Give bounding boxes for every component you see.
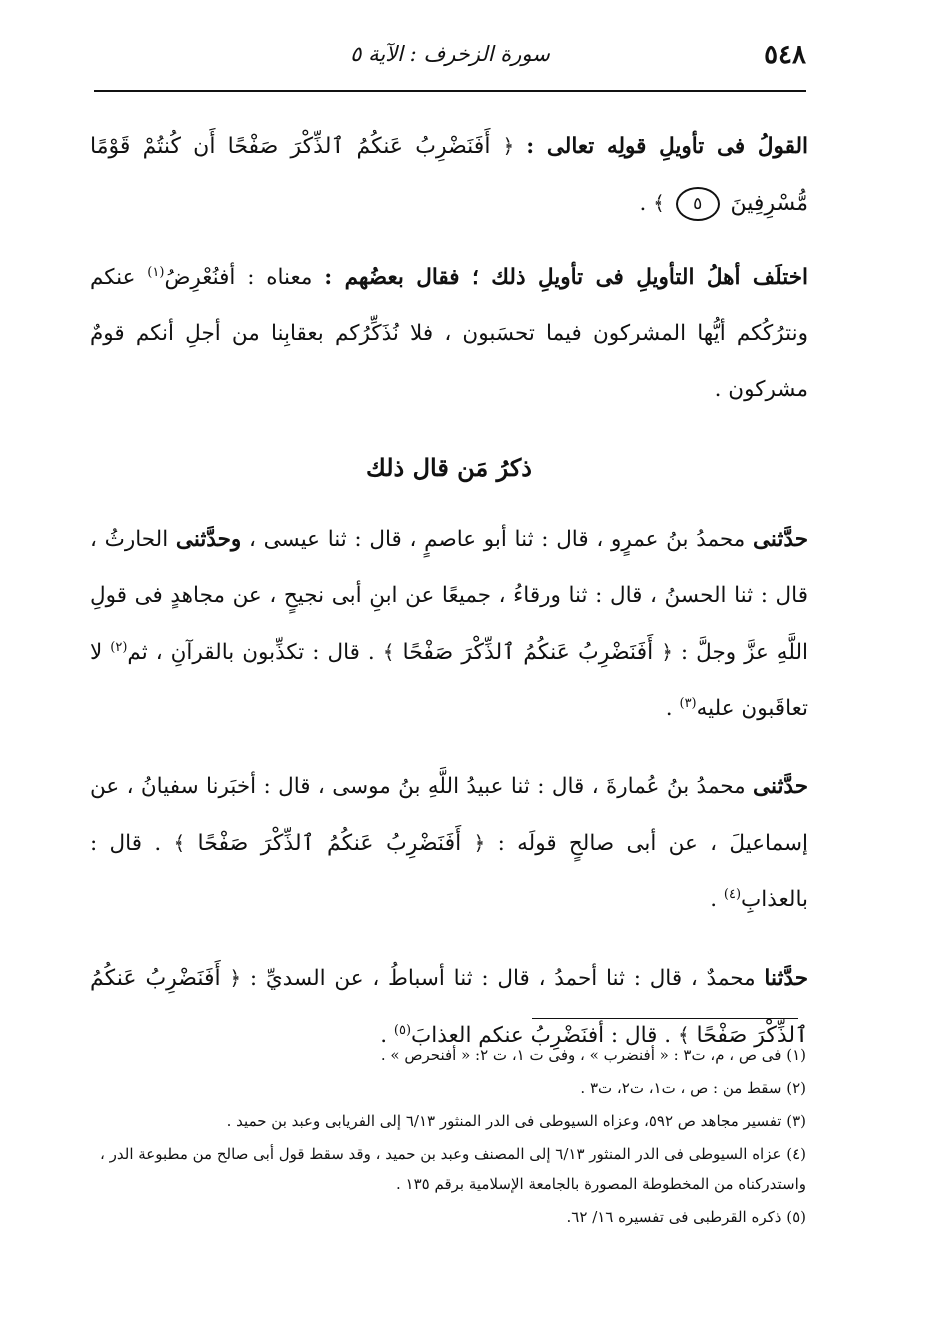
verse-close-bracket: ﴾ [382,640,395,664]
paragraph-lead: القولُ فى تأويلِ قولِه تعالى : [526,134,808,159]
narration-lead: وحدَّثنى [175,527,242,552]
quran-verse: أَفَنَضْرِبُ عَنكُمُ ٱلذِّكْرَ صَفْحًا [90,966,808,1048]
verse-close-bracket: ﴾ [653,191,665,215]
paragraph-verse-heading [90,118,808,232]
footnote-ref[interactable]: (٢) [110,639,128,655]
footnotes [90,1040,806,1235]
footnote-item: (٥) ذكره القرطبى فى تفسيره ١٦/ ٦٢. [566,1208,806,1226]
narration-text: محمدُ بنُ عمرٍو ، قال : ثنا أبو عاصمٍ ، قال : ثنا عيسى ، [241,527,754,552]
quran-verse: أَفَنَضْرِبُ عَنكُمُ ٱلذِّكْرَ صَفْحًا [402,640,654,665]
narration-lead: حدَّثنى [753,774,808,799]
narration-lead: حدَّثنا [764,966,809,991]
narration-text: . قال : أفنَضْرِبُ عنكم العذابَ [411,1023,672,1048]
verse-close-bracket: ﴾ [677,1023,690,1047]
narration-1 [90,512,808,737]
verse-open-bracket: ﴿ [661,640,673,664]
footnote-item: (٢) سقط من : ص ، ت١، ت٢، ت٣ . [580,1079,806,1097]
sentence-end: . [380,1023,388,1048]
paragraph-commentary [90,250,808,418]
verse-open-bracket: ﴿ [502,134,515,158]
narration-text: الحارثُ ، قال : ثنا الحسنُ ، قال : ثنا ورقاءُ ، جميعًا عن ابنِ أبى نجيحٍ ، عن مجاهدٍ فى قولِ اللَّهِ عزَّ وجلَّ : [90,527,808,665]
narration-text: محمدٌ ، قال : ثنا أحمدُ ، قال : ثنا أسباطُ ، عن السديِّ : [241,966,765,991]
main-text [90,118,808,1086]
page-number: ٥٤٨ [764,40,806,70]
running-title: سورة الزخرف : الآية ٥ [350,42,550,66]
header-rule [94,90,806,92]
sentence-end: . [710,887,718,912]
narration-2 [90,759,808,928]
paragraph-lead: اختلَف أهلُ التأويلِ فى تأويلِ ذلك ؛ فقال بعضُهم : [324,265,809,290]
narration-lead: حدَّثنى [753,527,808,552]
footnote-ref[interactable]: (٣) [679,695,697,711]
paragraph-text: معناه : أفنُعْرِضُ [164,265,313,290]
footnote-item: (٣) تفسير مجاهد ص ٥٩٢، وعزاه السيوطى فى الدر المنثور ٦/١٣ إلى الفريابى وعبد بن حميد . [226,1112,806,1130]
sentence-end: . [639,191,647,216]
footnote-item: (٤) عزاه السيوطى فى الدر المنثور ٦/١٣ إلى المصنف وعبد بن حميد ، وقد سقط قول أبى صالح من مطبوعة الدر ، واستدركناه من المخطوطة المصورة بالجامعة الإسلامية برقم ١٣٥ . [100,1145,806,1193]
quran-verse: أَفَنَضْرِبُ عَنكُمُ ٱلذِّكْرَ صَفْحًا [197,831,462,856]
footnote-ref[interactable]: (١) [147,264,165,280]
narration-text: محمدُ بنُ عُمارةَ ، قال : ثنا عبيدُ اللَّهِ بنُ موسى ، قال : أخبَرنا سفيانُ ، عن إسماعيلَ ، عن أبى صالحٍ قولَه : [90,774,808,856]
narration-text: . قال : بالعذابِ [90,831,808,912]
footnote-separator [532,1018,798,1019]
quran-verse: أَفَنَضْرِبُ عَنكُمُ ٱلذِّكْرَ صَفْحًا أَن كُنتُمْ قَوْمًا مُّسْرِفِينَ [90,134,808,216]
page-header [94,40,806,84]
sentence-end: . [665,696,673,721]
section-title: ذكرُ مَن قال ذلك [366,453,532,482]
ayah-number-icon: ٥ [676,187,720,221]
verse-open-bracket: ﴿ [229,966,242,990]
narration-text: لا تعاقَبون عليه [90,640,808,721]
footnote-ref[interactable]: (٤) [723,886,742,902]
footnote-ref[interactable]: (٥) [393,1022,412,1038]
footnote-item: (١) فى ص ، م، ت٣ : « أفنضرب » ، وفى ت ١، ت ٢: « أفنحرص » . [380,1046,806,1064]
paragraph-text: عنكم ونترُكُكم أيُّها المشركون فيما تحسَبون ، فلا نُذَكِّرُكم بعقابِنا من أجلِ أنكم قومٌ مشركون . [90,265,808,402]
narration-text: . قال : تكذِّبون بالقرآنِ ، ثم [127,640,375,665]
verse-open-bracket: ﴿ [473,831,486,855]
verse-close-bracket: ﴾ [173,831,186,855]
